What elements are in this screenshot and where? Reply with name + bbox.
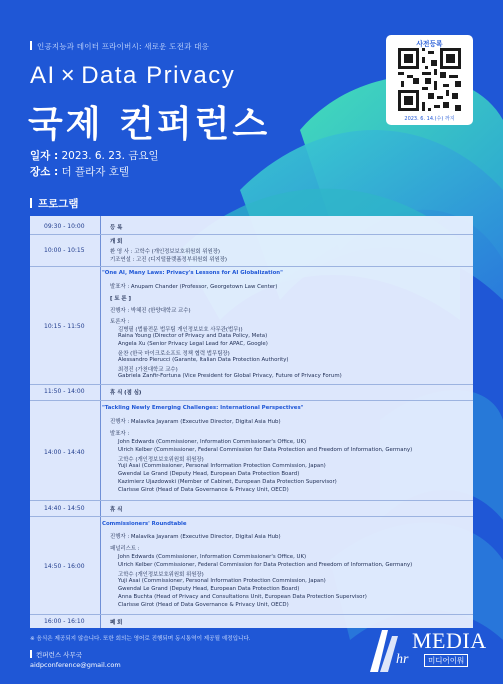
qr-heading: 사전등록: [416, 40, 443, 48]
panelist: 최경진 (가천대학교 교수): [118, 367, 178, 373]
venue-label: 장소 :: [30, 166, 59, 178]
contact-block: [30, 650, 121, 670]
panelist: Alessandro Pierucci (Garante, Italian Data Protection Authority): [118, 357, 289, 363]
footnote: ※ 음식은 제공되지 않습니다. 또한 회의는 영어로 진행되며 동시통역이 제공될 예정입니다.: [30, 636, 251, 642]
panelist: 윤찬 (한국 마이크로소프트 정책 협력 법무팀장): [118, 351, 230, 357]
row-time: 10:00 - 10:15: [44, 247, 85, 254]
speaker: John Edwards (Commissioner, Information Commissioner's Office, UK): [118, 554, 307, 560]
row-title: 폐 회: [110, 620, 123, 626]
venue-value: 더 플라자 호텔: [61, 166, 130, 178]
row-title: 휴 식 (점 심): [110, 390, 142, 396]
speaker: John Edwards (Commissioner, Information Commissioner's Office, UK): [118, 439, 307, 445]
speaker: Gwendal Le Grand (Deputy Head, European Data Protection Board): [118, 586, 300, 592]
venue-row: [30, 164, 159, 180]
row-title: 휴 식: [110, 507, 123, 513]
date-row: [30, 148, 159, 164]
row-divider: [30, 400, 473, 401]
speaker: 고학수 (개인정보보호위원회 위원장): [118, 572, 204, 578]
registration-qr-box[interactable]: [386, 35, 473, 125]
time-column-divider: [100, 216, 101, 628]
contact-email[interactable]: aidpconference@gmail.com: [30, 661, 121, 669]
tagline-text: 인공지능과 데이터 프라이버시: 새로운 도전과 대응: [37, 42, 209, 51]
speaker: Clarisse Girot (Head of Data Governance & Privacy Unit, OECD): [118, 602, 289, 608]
speaker: Ulrich Kelber (Commissioner, Federal Commission for Data Protection and Freedom of Information, Germany): [118, 562, 413, 568]
event-info: [30, 148, 159, 180]
row-line: 발표자 :: [110, 431, 130, 437]
session-title: "Tackling Newly Emerging Challenges: International Perspectives": [102, 405, 304, 411]
speaker: Anna Buchta (Head of Privacy and Consultations Unit, European Data Protection Supervisor): [118, 594, 367, 600]
row-line: 토론자 :: [110, 319, 130, 325]
speaker: 고학수 (개인정보보호위원회 위원장): [118, 457, 204, 463]
date-value: 2023. 6. 23. 금요일: [61, 150, 159, 162]
row-line: [ 토 론 ]: [110, 296, 131, 302]
session-title: Commissioners' Roundtable: [102, 521, 187, 527]
speaker: Yuji Asai (Commissioner, Personal Information Protection Commission, Japan): [118, 578, 326, 584]
row-divider: [30, 384, 473, 385]
row-time: 09:30 - 10:00: [44, 223, 85, 230]
qr-deadline: 2023. 6. 14.(수) 까지: [404, 116, 455, 122]
row-time: 14:50 - 16:00: [44, 563, 85, 570]
media-logo-hr: hr: [396, 652, 409, 667]
panelist: Gabriela Zanfir-Fortuna (Vice President for Global Privacy, Future of Privacy Forum): [118, 373, 342, 379]
panelist: 김병필 (법률전문 법무팀 개인정보보호 사무관(법무)): [118, 327, 243, 333]
speaker: Kazimierz Ujazdowski (Member of Cabinet, European Data Protection Supervisor): [118, 479, 337, 485]
program-table: [30, 216, 473, 628]
row-time: 10:15 - 11:50: [44, 323, 85, 330]
program-heading-text: 프로그램: [38, 198, 79, 210]
row-divider: [30, 266, 473, 267]
row-line: 기조연설 : 고진 (디지털플랫폼정부위원회 위원장): [110, 257, 228, 263]
row-line: 진행자 : 박혜진 (한양대학교 교수): [110, 308, 191, 314]
speaker: Gwendal Le Grand (Deputy Head, European Data Protection Board): [118, 471, 300, 477]
date-label: 일자 :: [30, 150, 59, 162]
brand-logo: [30, 62, 235, 90]
row-divider: [30, 516, 473, 517]
brand-cross: ×: [60, 62, 77, 89]
row-divider: [30, 234, 473, 235]
contact-heading-text: 컨퍼런스 사무국: [36, 651, 83, 659]
brand-data-privacy: Data Privacy: [81, 62, 236, 89]
row-time: 11:50 - 14:00: [44, 388, 85, 395]
row-line: 패널리스트 :: [110, 546, 140, 552]
row-time: 14:00 - 14:40: [44, 449, 85, 456]
media-logo-korean: 미디어이워: [424, 654, 468, 667]
row-line: 발표자 : Anupam Chander (Professor, Georgetown Law Center): [110, 284, 278, 290]
speaker: Ulrich Kelber (Commissioner, Federal Commission for Data Protection and Freedom of Information, Germany): [118, 447, 413, 453]
row-divider: [30, 614, 473, 615]
row-line: 진행자 : Malavika Jayaram (Executive Director, Digital Asia Hub): [110, 534, 281, 540]
brand-ai: AI: [30, 62, 56, 89]
speaker: Clarisse Girot (Head of Data Governance & Privacy Unit, OECD): [118, 487, 289, 493]
page-title: 국제 컨퍼런스: [28, 104, 271, 145]
row-time: 16:00 - 16:10: [44, 618, 85, 625]
qr-code-icon[interactable]: [398, 48, 461, 111]
row-line: 진행자 : Malavika Jayaram (Executive Director, Digital Asia Hub): [110, 419, 281, 425]
panelist: Angela Xu (Senior Privacy Legal Lead for APAC, Google): [118, 341, 268, 347]
row-line: 환 영 사 : 고학수 (개인정보보호위원회 위원장): [110, 249, 221, 255]
row-title: 등 록: [110, 225, 123, 231]
media-logo-text: MEDIA: [412, 628, 487, 653]
tagline: [30, 41, 209, 52]
contact-heading: [30, 650, 121, 660]
speaker: Yuji Asai (Commissioner, Personal Information Protection Commission, Japan): [118, 463, 326, 469]
row-divider: [30, 500, 473, 501]
program-heading: [30, 196, 79, 211]
panelist: Raina Young (Director of Privacy and Data Policy, Meta): [118, 333, 268, 339]
row-title: 개 회: [110, 239, 123, 245]
media-logo: [366, 626, 486, 674]
session-title: "One AI, Many Laws: Privacy's Lessons for AI Globalization": [102, 270, 283, 276]
row-time: 14:40 - 14:50: [44, 505, 85, 512]
